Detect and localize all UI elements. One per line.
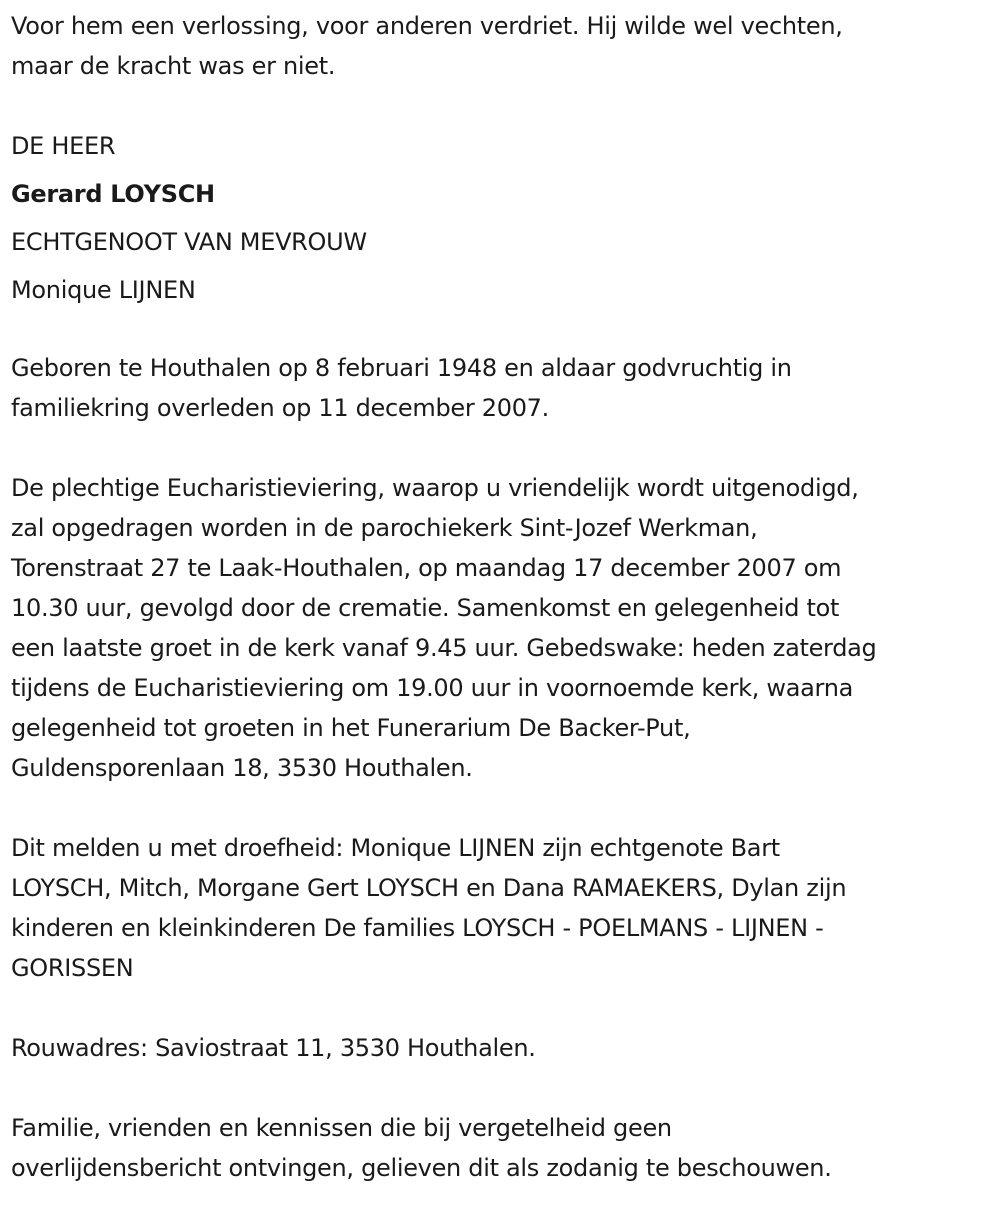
intro-line: maar de kracht was er niet. — [11, 52, 336, 80]
deceased-heading — [11, 126, 996, 318]
ceremony-line: een laatste groet in de kerk vanaf 9.45 uur. Gebedswake: heden zaterdag — [11, 634, 877, 662]
announcement-paragraph — [11, 828, 996, 988]
ceremony-line: zal opgedragen worden in de parochiekerk Sint-Jozef Werkman, — [11, 514, 758, 542]
closing-paragraph — [11, 1108, 996, 1188]
ceremony-line: De plechtige Eucharistieviering, waarop u vriendelijk wordt uitgenodigd, — [11, 474, 859, 502]
announcement-line: Dit melden u met droefheid: Monique LIJNEN zijn echtgenote Bart — [11, 834, 780, 862]
intro-paragraph — [11, 6, 996, 86]
closing-line: overlijdensbericht ontvingen, gelieven dit als zodanig te beschouwen. — [11, 1154, 832, 1182]
address-paragraph — [11, 1028, 996, 1068]
birth-line: familiekring overleden op 11 december 2007. — [11, 394, 549, 422]
intro-line: Voor hem een verlossing, voor anderen verdriet. Hij wilde wel vechten, — [11, 12, 843, 40]
announcement-line: kinderen en kleinkinderen De families LOYSCH - POELMANS - LIJNEN - — [11, 914, 824, 942]
birth-line: Geboren te Houthalen op 8 februari 1948 en aldaar godvruchtig in — [11, 354, 792, 382]
ceremony-line: Guldensporenlaan 18, 3530 Houthalen. — [11, 754, 473, 782]
mourning-address: Rouwadres: Saviostraat 11, 3530 Houthalen. — [11, 1034, 536, 1062]
ceremony-line: tijdens de Eucharistieviering om 19.00 uur in voornoemde kerk, waarna — [11, 674, 854, 702]
birth-paragraph — [11, 348, 996, 428]
deceased-name: Gerard LOYSCH — [11, 180, 215, 208]
honorific-title: DE HEER — [11, 132, 116, 160]
closing-line: Familie, vrienden en kennissen die bij vergetelheid geen — [11, 1114, 672, 1142]
ceremony-line: 10.30 uur, gevolgd door de crematie. Samenkomst en gelegenheid tot — [11, 594, 840, 622]
relation-label: ECHTGENOOT VAN MEVROUW — [11, 228, 367, 256]
announcement-line: LOYSCH, Mitch, Morgane Gert LOYSCH en Dana RAMAEKERS, Dylan zijn — [11, 874, 847, 902]
ceremony-paragraph — [11, 468, 996, 788]
ceremony-line: gelegenheid tot groeten in het Funerarium De Backer-Put, — [11, 714, 691, 742]
obituary-document — [11, 6, 996, 1188]
spouse-name: Monique LIJNEN — [11, 276, 196, 304]
announcement-line: GORISSEN — [11, 954, 134, 982]
ceremony-line: Torenstraat 27 te Laak-Houthalen, op maandag 17 december 2007 om — [11, 554, 842, 582]
